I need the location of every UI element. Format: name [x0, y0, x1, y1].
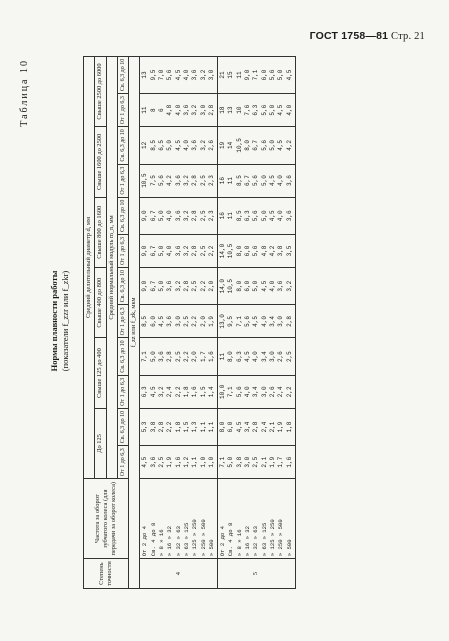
degree-cell: 5	[217, 558, 295, 588]
module-range: От 1 до 6,3	[117, 375, 128, 408]
table-row	[217, 56, 295, 588]
value-cell: 6,3 4,5 3,2 2,4 2,2 1,8 1,6 1,5 1,4	[139, 375, 217, 408]
values-unit-row: f_zz или f_zk, мкм	[128, 56, 139, 588]
table-title-block	[49, 41, 71, 601]
diam-group-5: Свыше 1600 до 2500	[94, 126, 105, 196]
module-range: Св. 6,3 до 10	[117, 337, 128, 374]
diam-group-1: До 125	[94, 408, 105, 478]
frequency-cell: От 2 до 4 Св. 4 до 8 » 8 » 16 » 16 » 32 » 32 » 63 » 63 » 125 » 125 » 250 » 250 » 500 » 500	[217, 478, 295, 558]
gost-number: ГОСТ 1758—81	[309, 30, 389, 42]
value-cell: 9,0 6,7 5,0 4,0 3,6 3,2 2,8 2,5 2,3	[139, 197, 217, 234]
value-cell: 10,0 7,1 5,6 4,0 3,4 3,0 2,6 2,4 2,2	[217, 375, 295, 408]
rotated-page	[18, 41, 405, 601]
page-number: Стр. 21	[391, 31, 425, 42]
diam-group-3: Свыше 400 до 800	[94, 267, 105, 337]
value-cell: 8,5 6,0 4,5 3,6 3,0 2,5 2,2 2,0 1,9	[139, 304, 217, 337]
module-range: Св. 6,3 до 10	[117, 56, 128, 93]
value-cell: 13,0 9,5 7,1 5,6 4,5 4,0 3,4 3,0 2,8	[217, 304, 295, 337]
value-cell: 14,0 10,5 8,0 6,0 5,0 4,5 4,0 3,6 3,2	[217, 267, 295, 304]
value-cell: 5,3 3,8 2,8 2,2 1,8 1,5 1,3 1,1 1,1	[139, 408, 217, 445]
degree-header: Степень точности	[83, 558, 128, 588]
module-range: Св. 6,3 до 10	[117, 267, 128, 304]
value-cell: 11 8 6 4,8 4,0 3,6 3,2 3,0 2,8	[139, 93, 217, 126]
table-row	[139, 56, 217, 588]
table-title: Нормы плавности работы	[48, 270, 59, 371]
module-range: От 1 до 6,3	[117, 93, 128, 126]
diam-group-2: Свыше 125 до 400	[94, 337, 105, 407]
frequency-cell: От 2 до 4 Св. 4 до 8 » 8 » 16 » 16 » 32 » 32 » 63 » 63 » 125 » 125 » 250 » 250 » 500 » 500	[139, 478, 217, 558]
value-cell: 16 11 8,5 6,3 5,6 5,0 4,5 4,0 3,6	[217, 197, 295, 234]
module-range: От 1 до 6,3	[117, 234, 128, 267]
frequency-header: Частота за оборот зубчатого колеса (для передачи за оборот колеса)	[83, 478, 128, 558]
value-cell: 21 15 11 9,0 7,1 6,0 5,6 5,0 4,5	[217, 56, 295, 93]
value-cell: 7,1 5,0 3,6 2,8 2,5 2,2 2,0 1,7 1,6	[139, 337, 217, 374]
table-body	[139, 56, 294, 588]
module-range: От 1 до 6,3	[117, 445, 128, 478]
degree-cell: 4	[139, 558, 217, 588]
value-cell: 12 8,5 6,5 5,0 4,5 4,0 3,6 3,2 2,6	[139, 126, 217, 163]
value-cell: 8,0 6,0 4,5 3,4 2,8 2,4 2,1 1,9 1,8	[217, 408, 295, 445]
module-range: От 1 до 6,3	[117, 304, 128, 337]
module-range: Св. 6,3 до 10	[117, 197, 128, 234]
diameter-header: Средний делительный диаметр d, мм	[83, 56, 94, 478]
module-range: Св. 6,3 до 10	[117, 126, 128, 163]
value-cell: 18 13 10 7,6 6,3 5,6 5,0 4,5 4,0	[217, 93, 295, 126]
value-cell: 9,0 6,7 5,0 4,0 3,6 3,2 2,8 2,5 2,2	[139, 234, 217, 267]
value-cell: 16 11 8,5 6,7 5,6 5,0 4,5 4,0 3,6	[217, 164, 295, 197]
value-cell: 14,0 10,5 8,0 6,0 5,6 4,8 4,2 3,8 3,5	[217, 234, 295, 267]
value-cell: 4,5 3,6 2,5 1,9 1,6 1,2 1,1 1,0 1,0	[139, 445, 217, 478]
value-cell: 11 8,0 6,3 4,5 4,0 3,4 3,0 2,6 2,5	[217, 337, 295, 374]
diam-group-4: Свыше 800 до 1600	[94, 197, 105, 267]
table-subtitle: (показатели f_zzr или f_zkr)	[59, 270, 70, 371]
value-cell: 7,1 5,0 3,8 3,0 2,5 2,1 1,9 1,7 1,6	[217, 445, 295, 478]
value-cell: 9,0 6,7 5,0 3,6 3,2 2,8 2,5 2,2 2,0	[139, 267, 217, 304]
value-cell: 10,5 7,5 5,6 4,2 3,6 3,2 2,8 2,5 2,3	[139, 164, 217, 197]
norms-table	[83, 55, 296, 588]
value-cell: 13 9,5 7,0 5,6 4,5 4,0 3,6 3,2 3,0	[139, 56, 217, 93]
diam-group-6: Свыше 2500 до 6000	[94, 56, 105, 126]
module-header: Средний нормальный модуль m_n, мм	[106, 56, 117, 478]
module-range: Св. 6,3 до 10	[117, 408, 128, 445]
table-label: Таблица 10	[18, 58, 30, 127]
module-range: От 1 до 6,3	[117, 164, 128, 197]
value-cell: 19 14 10,5 8,0 6,7 5,6 5,0 4,5 4,2	[217, 126, 295, 163]
